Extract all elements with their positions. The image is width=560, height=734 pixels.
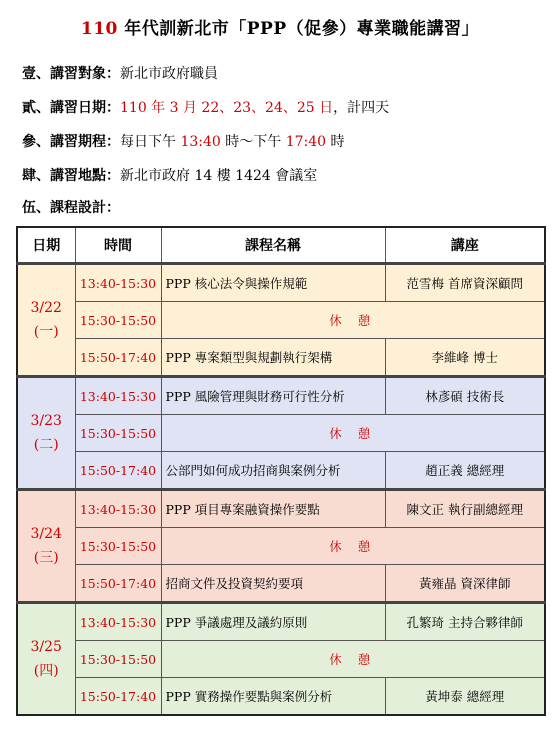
time-cell: 13:40-15:30 <box>75 377 161 415</box>
time-cell: 15:50-17:40 <box>75 452 161 490</box>
weekday-text: (四) <box>33 663 59 679</box>
info-end-time: 17:40 <box>285 134 327 150</box>
date-cell <box>17 377 75 490</box>
info-audience <box>22 63 218 83</box>
title-year: 110 <box>80 19 118 39</box>
break-cell: 休 憩 <box>161 528 545 565</box>
speaker-cell: 陳文正 執行副總經理 <box>385 490 545 528</box>
info-label: 參、講習期程： <box>22 134 120 150</box>
date-cell <box>17 603 75 716</box>
speaker-cell: 范雪梅 首席資深顧問 <box>385 264 545 302</box>
info-value-part: 每日下午 <box>120 134 181 150</box>
speaker-cell: 林彥碩 技術長 <box>385 377 545 415</box>
date-text: 3/23 <box>30 413 62 429</box>
time-cell: 13:40-15:30 <box>75 264 161 302</box>
day-group <box>17 490 545 603</box>
course-cell: PPP 實務操作要點與案例分析 <box>161 678 385 716</box>
weekday-text: (一) <box>33 324 59 340</box>
info-location <box>22 165 317 185</box>
date-text: 3/25 <box>30 639 62 655</box>
title-text: 年代訓新北市「PPP（促參）專業職能講習」 <box>117 19 480 39</box>
course-cell: 招商文件及投資契約要項 <box>161 565 385 603</box>
speaker-cell: 孔繁琦 主持合夥律師 <box>385 603 545 641</box>
time-cell: 15:30-15:50 <box>75 528 161 565</box>
header-speaker: 講座 <box>385 227 545 264</box>
date-text: 3/22 <box>30 300 62 316</box>
speaker-cell: 趙正義 總經理 <box>385 452 545 490</box>
break-cell: 休 憩 <box>161 415 545 452</box>
course-cell: PPP 專案類型與規劃執行架構 <box>161 339 385 377</box>
table-row <box>17 415 545 452</box>
course-cell: PPP 核心法令與操作規範 <box>161 264 385 302</box>
course-cell: PPP 風險管理與財務可行性分析 <box>161 377 385 415</box>
table-row <box>17 565 545 603</box>
info-label: 肆、講習地點： <box>22 168 120 184</box>
table-row <box>17 302 545 339</box>
header-date: 日期 <box>17 227 75 264</box>
info-dates <box>22 97 389 117</box>
schedule-table <box>16 226 546 716</box>
course-cell: 公部門如何成功招商與案例分析 <box>161 452 385 490</box>
speaker-cell: 黃雍晶 資深律師 <box>385 565 545 603</box>
time-cell: 13:40-15:30 <box>75 603 161 641</box>
date-cell <box>17 264 75 377</box>
course-cell: PPP 項目專案融資操作要點 <box>161 490 385 528</box>
info-value-suffix: ，計四天 <box>333 100 390 116</box>
info-value-part: 時～下午 <box>220 134 286 150</box>
info-start-time: 13:40 <box>180 134 221 150</box>
time-cell: 15:50-17:40 <box>75 565 161 603</box>
table-row <box>17 339 545 377</box>
time-cell: 13:40-15:30 <box>75 490 161 528</box>
time-cell: 15:50-17:40 <box>75 678 161 716</box>
page-title <box>0 14 560 39</box>
info-value-part: 時 <box>326 134 345 150</box>
header-time: 時間 <box>75 227 161 264</box>
table-row <box>17 641 545 678</box>
break-cell: 休 憩 <box>161 641 545 678</box>
speaker-cell: 黃坤泰 總經理 <box>385 678 545 716</box>
weekday-text: (三) <box>33 550 59 566</box>
day-group <box>17 264 545 377</box>
speaker-cell: 李維峰 博士 <box>385 339 545 377</box>
time-cell: 15:30-15:50 <box>75 641 161 678</box>
table-row <box>17 603 545 641</box>
info-value: 新北市政府 14 樓 1424 會議室 <box>120 168 318 184</box>
table-row <box>17 528 545 565</box>
info-label: 伍、課程設計： <box>22 200 120 216</box>
time-cell: 15:50-17:40 <box>75 339 161 377</box>
info-value-dates: 110 年 3 月 22、23、24、25 日 <box>120 100 334 116</box>
weekday-text: (二) <box>33 437 59 453</box>
time-cell: 15:30-15:50 <box>75 415 161 452</box>
table-header-row <box>17 227 545 264</box>
info-label: 壹、講習對象： <box>22 66 120 82</box>
info-label: 貳、講習日期： <box>22 100 120 116</box>
table-row <box>17 490 545 528</box>
date-text: 3/24 <box>30 526 62 542</box>
info-course-design <box>22 197 120 217</box>
info-schedule <box>22 131 345 151</box>
table-row <box>17 264 545 302</box>
info-value: 新北市政府職員 <box>120 66 218 82</box>
date-cell <box>17 490 75 603</box>
time-cell: 15:30-15:50 <box>75 302 161 339</box>
table-row <box>17 377 545 415</box>
course-cell: PPP 爭議處理及議約原則 <box>161 603 385 641</box>
table-row <box>17 452 545 490</box>
table-row <box>17 678 545 716</box>
day-group <box>17 603 545 716</box>
header-course: 課程名稱 <box>161 227 385 264</box>
day-group <box>17 377 545 490</box>
break-cell: 休 憩 <box>161 302 545 339</box>
